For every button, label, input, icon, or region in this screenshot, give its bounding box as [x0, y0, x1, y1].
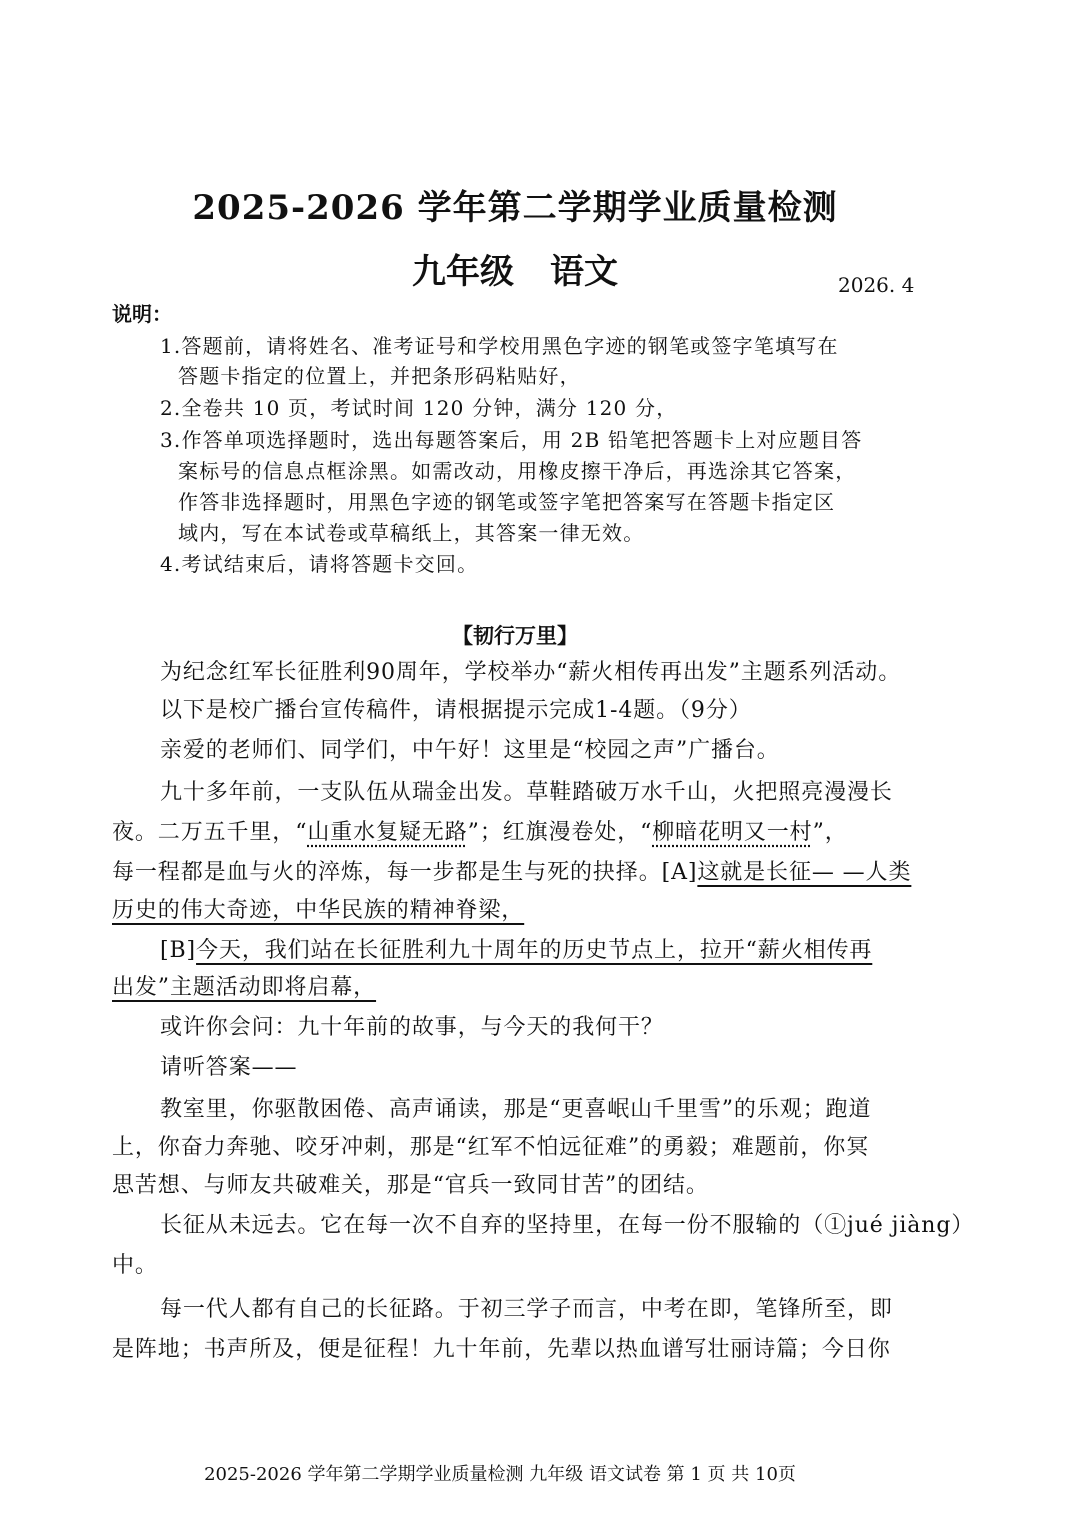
instruction-line: 4.考试结束后，请将答题卡交回。	[160, 552, 479, 576]
intro-line: 以下是校广播台宣传稿件，请根据提示完成1-4题。（9分）	[160, 698, 752, 723]
grade-label: 九年级	[412, 252, 514, 292]
text-run: 夜。二万五千里，“	[112, 820, 308, 845]
paragraph-line	[160, 933, 872, 964]
instruction-line: 案标号的信息点框涂黑。如需改动，用橡皮擦干净后，再选涂其它答案，	[178, 459, 857, 483]
instruction-line: 3.作答单项选择题时，选出每题答案后，用 2B 铅笔把答题卡上对应题目答	[160, 428, 863, 452]
instruction-line: 2.全卷共 10 页，考试时间 120 分钟，满分 120 分，	[160, 396, 678, 420]
paragraph-line: 长征从未远去。它在每一次不自弃的坚持里，在每一份不服输的（①jué jiàng）	[160, 1213, 975, 1238]
paragraph-line	[112, 855, 911, 886]
question-line: 或许你会问：九十年前的故事，与今天的我何干？	[160, 1015, 664, 1040]
page-footer: 2025-2026 学年第二学期学业质量检测 九年级 语文试卷 第 1 页 共 10页	[204, 1464, 796, 1485]
paragraph-line: 每一代人都有自己的长征路。于初三学子而言，中考在即，笔锋所至，即	[160, 1297, 893, 1322]
instruction-line: 答题卡指定的位置上，并把条形码粘贴好，	[178, 364, 581, 388]
underlined-sentence-a-cont: 历史的伟大奇迹，中华民族的精神脊梁，	[112, 898, 525, 923]
paragraph-line: 教室里，你驱散困倦、高声诵读，那是“更喜岷山千里雪”的乐观；跑道	[160, 1097, 872, 1122]
paragraph-line	[112, 815, 848, 846]
exam-date: 2026. 4	[838, 273, 915, 297]
answer-line: 请听答案——	[160, 1055, 298, 1080]
instructions-label: 说明：	[112, 302, 172, 326]
paragraph-line: 中。	[112, 1253, 158, 1278]
instruction-line: 1.答题前，请将姓名、准考证号和学校用黑色字迹的钢笔或签字笔填写在	[160, 334, 839, 358]
instruction-line: 域内，写在本试卷或草稿纸上，其答案一律无效。	[178, 521, 645, 545]
text-run: ”，	[812, 820, 848, 845]
underlined-sentence-b-cont: 出发”主题活动即将启幕，	[112, 975, 377, 1000]
instruction-line: 作答非选择题时，用黑色字迹的钢笔或签字笔把答案写在答题卡指定区	[178, 490, 836, 514]
paragraph-line: 是阵地；书声所及，便是征程！九十年前，先辈以热血谱写壮丽诗篇；今日你	[112, 1337, 891, 1362]
subject-label: 语文	[550, 252, 618, 292]
exam-title: 2025-2026 学年第二学期学业质量检测	[192, 188, 838, 228]
dotted-quote: 柳暗花明又一村	[652, 820, 813, 845]
paragraph-line: 上，你奋力奔驰、咬牙冲刺，那是“红军不怕远征难”的勇毅；难题前，你冥	[112, 1135, 870, 1160]
underlined-sentence-b: 今天，我们站在长征胜利九十周年的历史节点上，拉开“薪火相传再	[196, 938, 873, 963]
text-run: ”；红旗漫卷处，“	[467, 820, 653, 845]
dotted-quote: 山重水复疑无路	[307, 820, 468, 845]
paragraph-line: 思苦想、与师友共破难关，那是“官兵一致同甘苦”的团结。	[112, 1173, 709, 1198]
paragraph-line: 九十多年前，一支队伍从瑞金出发。草鞋踏破万水千山，火把照亮漫漫长	[160, 780, 893, 805]
label-b: [B]	[160, 938, 197, 963]
greeting-line: 亲爱的老师们、同学们，中午好！这里是“校园之声”广播台。	[160, 738, 780, 763]
intro-line: 为纪念红军长征胜利90周年，学校举办“薪火相传再出发”主题系列活动。	[160, 660, 902, 685]
text-run: 每一程都是血与火的淬炼，每一步都是生与死的抉择。[A]	[112, 860, 698, 885]
underlined-sentence-a: 这就是长征— —人类	[697, 860, 912, 885]
section-title: 【韧行万里】	[452, 623, 578, 648]
